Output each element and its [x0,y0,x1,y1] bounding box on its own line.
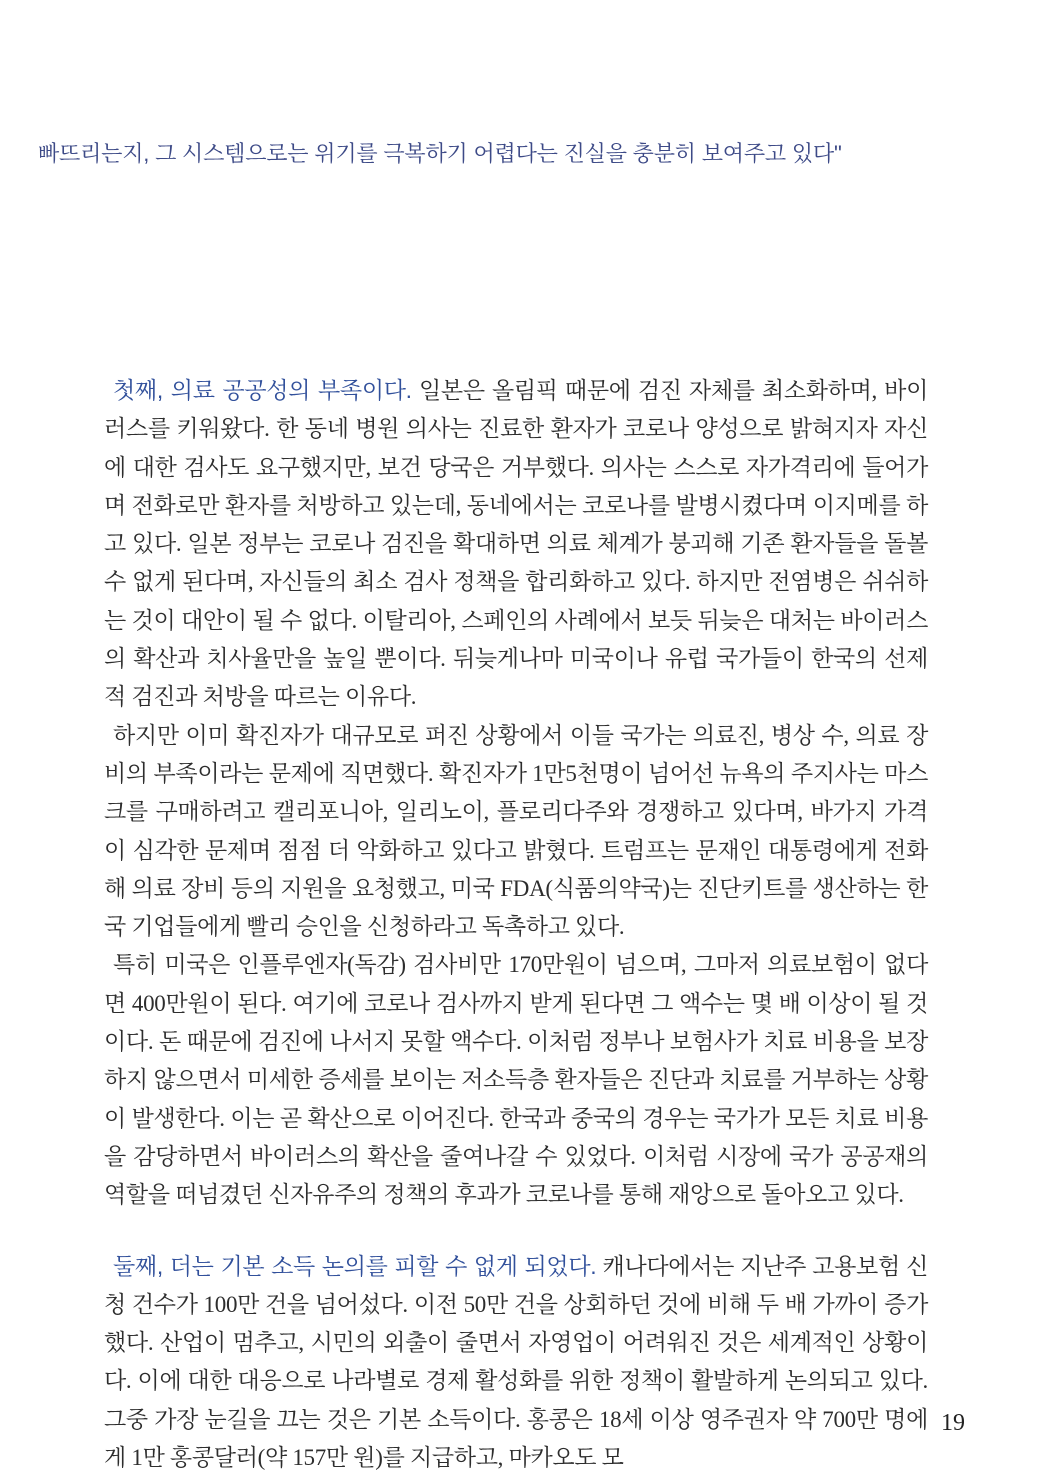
paragraph-text: 일본은 올림픽 때문에 검진 자체를 최소화하며, 바이러스를 키워왔다. 한 동네 병원 의사는 진료한 환자가 코로나 양성으로 밝혀지자 자신에 대한 검사도 요구했지만, 보건 당국은 거부했다. 의사는 스스로 자가격리에 들어가며 전화로만 환자를 처방하고 있는데, 동네에서는 코로나를 발병시켰다며 이지메를 하고 있다. 일본 정부는 코로나 검진을 확대하면 의료 체계가 붕괴해 기존 환자들을 돌볼 수 없게 된다며, 자신들의 최소 검사 정책을 합리화하고 있다. 하지만 전염병은 쉬쉬하는 것이 대안이 될 수 없다. 이탈리아, 스페인의 사례에서 보듯 뒤늦은 대처는 바이러스의 확산과 치사율만을 높일 뿐이다. 뒤늦게나마 미국이나 유럽 국가들이 한국의 선제적 검진과 처방을 따르는 이유다. [104,378,928,710]
page-number: 19 [941,1410,965,1436]
paragraph-lead: 첫째, 의료 공공성의 부족이다. [113,377,412,403]
paragraph [104,371,928,717]
paragraph [104,946,928,1214]
paragraph [104,717,928,947]
paragraph-text: 캐나다에서는 지난주 고용보험 신청 건수가 100만 건을 넘어섰다. 이전 50만 건을 상회하던 것에 비해 두 배 가까이 증가했다. 산업이 멈추고, 시민의 외출이 줄면서 자영업이 어려워진 것은 세계적인 상황이다. 이에 대한 대응으로 나라별로 경제 활성화를 위한 정책이 활발하게 논의되고 있다. 그중 가장 눈길을 끄는 것은 기본 소득이다. 홍콩은 18세 이상 영주권자 약 700만 명에게 1만 홍콩달러(약 157만 원)를 지급하고, 마카오도 모 [104,1253,928,1471]
paragraph-text: 하지만 이미 확진자가 대규모로 퍼진 상황에서 이들 국가는 의료진, 병상 수, 의료 장비의 부족이라는 문제에 직면했다. 확진자가 1만5천명이 넘어선 뉴욕의 주지사는 마스크를 구매하려고 캘리포니아, 일리노이, 플로리다주와 경쟁하고 있다며, 바가지 가격이 심각한 문제며 점점 더 악화하고 있다고 밝혔다. 트럼프는 문재인 대통령에게 전화해 의료 장비 등의 지원을 요청했고, 미국 FDA(식품의약국)는 진단키트를 생산하는 한국 기업들에게 빨리 승인을 신청하라고 독촉하고 있다. [104,722,928,940]
paragraph-text: 특히 미국은 인플루엔자(독감) 검사비만 170만원이 넘으며, 그마저 의료보험이 없다면 400만원이 된다. 여기에 코로나 검사까지 받게 된다면 그 액수는 몇 배 이상이 될 것이다. 돈 때문에 검진에 나서지 못할 액수다. 이처럼 정부나 보험사가 치료 비용을 보장하지 않으면서 미세한 증세를 보이는 저소득층 환자들은 진단과 치료를 거부하는 상황이 발생한다. 이는 곧 확산으로 이어진다. 한국과 중국의 경우는 국가가 모든 치료 비용을 감당하면서 바이러스의 확산을 줄여나갈 수 있었다. 이처럼 시장에 국가 공공재의 역할을 떠넘겼던 신자유주의 정책의 후과가 코로나를 통해 재앙으로 돌아오고 있다. [104,952,928,1208]
paragraph [104,1247,928,1475]
quote-line: 빠뜨리는지, 그 시스템으로는 위기를 극복하기 어렵다는 진실을 충분히 보여주고 있다" [38,141,842,166]
paragraph-lead: 둘째, 더는 기본 소득 논의를 피할 수 없게 되었다. [113,1252,597,1279]
body-text-column [104,371,928,1475]
